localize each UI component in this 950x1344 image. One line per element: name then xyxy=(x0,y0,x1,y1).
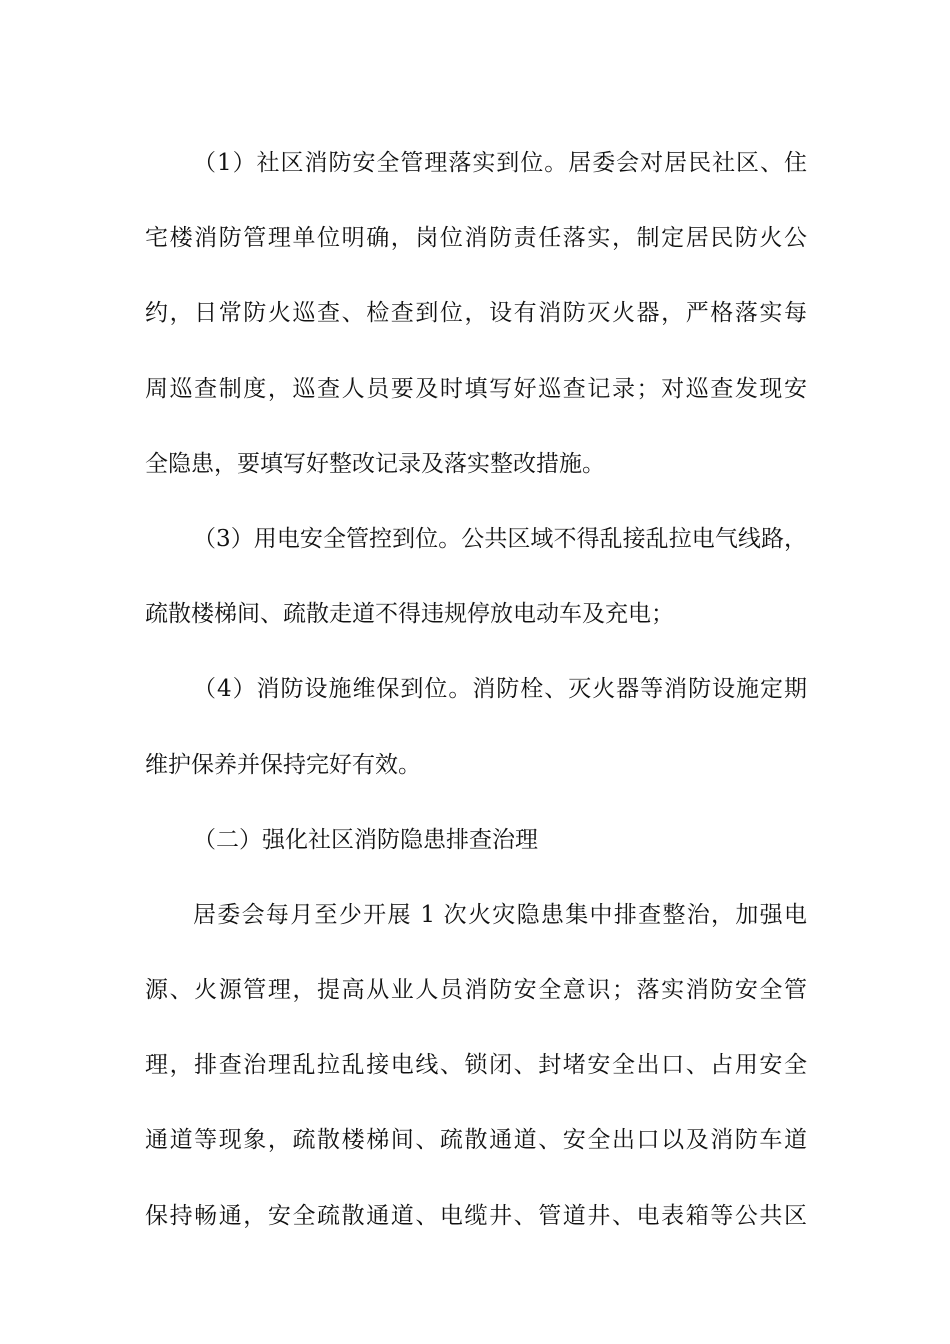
paragraph-line: 疏散楼梯间、疏散走道不得违规停放电动车及充电； xyxy=(145,601,674,628)
paragraph-line: 约，日常防火巡查、检查到位，设有消防灭火器，严格落实每 xyxy=(145,300,807,327)
paragraph-line: 维护保养并保持完好有效。 xyxy=(145,751,421,778)
paragraph-line: 通道等现象，疏散楼梯间、疏散通道、安全出口以及消防车道 xyxy=(145,1127,807,1154)
paragraph-line: 保持畅通，安全疏散通道、电缆井、管道井、电表箱等公共区 xyxy=(145,1202,807,1229)
paragraph-line: （1）社区消防安全管理落实到位。居委会对居民社区、住 xyxy=(193,150,807,176)
paragraph-line: （4）消防设施维保到位。消防栓、灭火器等消防设施定期 xyxy=(193,676,807,703)
paragraph-line: 居委会每月至少开展 1 次火灾隐患集中排查整治，加强电 xyxy=(193,901,807,928)
paragraph-line: 周巡查制度，巡查人员要及时填写好巡查记录；对巡查发现安 xyxy=(145,375,807,402)
paragraph-line: 理，排查治理乱拉乱接电线、锁闭、封堵安全出口、占用安全 xyxy=(145,1052,807,1079)
paragraph-line: 全隐患，要填写好整改记录及落实整改措施。 xyxy=(145,450,605,477)
paragraph-line: （3）用电安全管控到位。公共区域不得乱接乱拉电气线路， xyxy=(193,525,807,552)
document-body xyxy=(145,126,807,1254)
paragraph-line: 源、火源管理，提高从业人员消防安全意识；落实消防安全管 xyxy=(145,977,807,1004)
section-heading: （二）强化社区消防隐患排查治理 xyxy=(193,826,538,853)
paragraph-line: 宅楼消防管理单位明确，岗位消防责任落实，制定居民防火公 xyxy=(145,225,807,252)
